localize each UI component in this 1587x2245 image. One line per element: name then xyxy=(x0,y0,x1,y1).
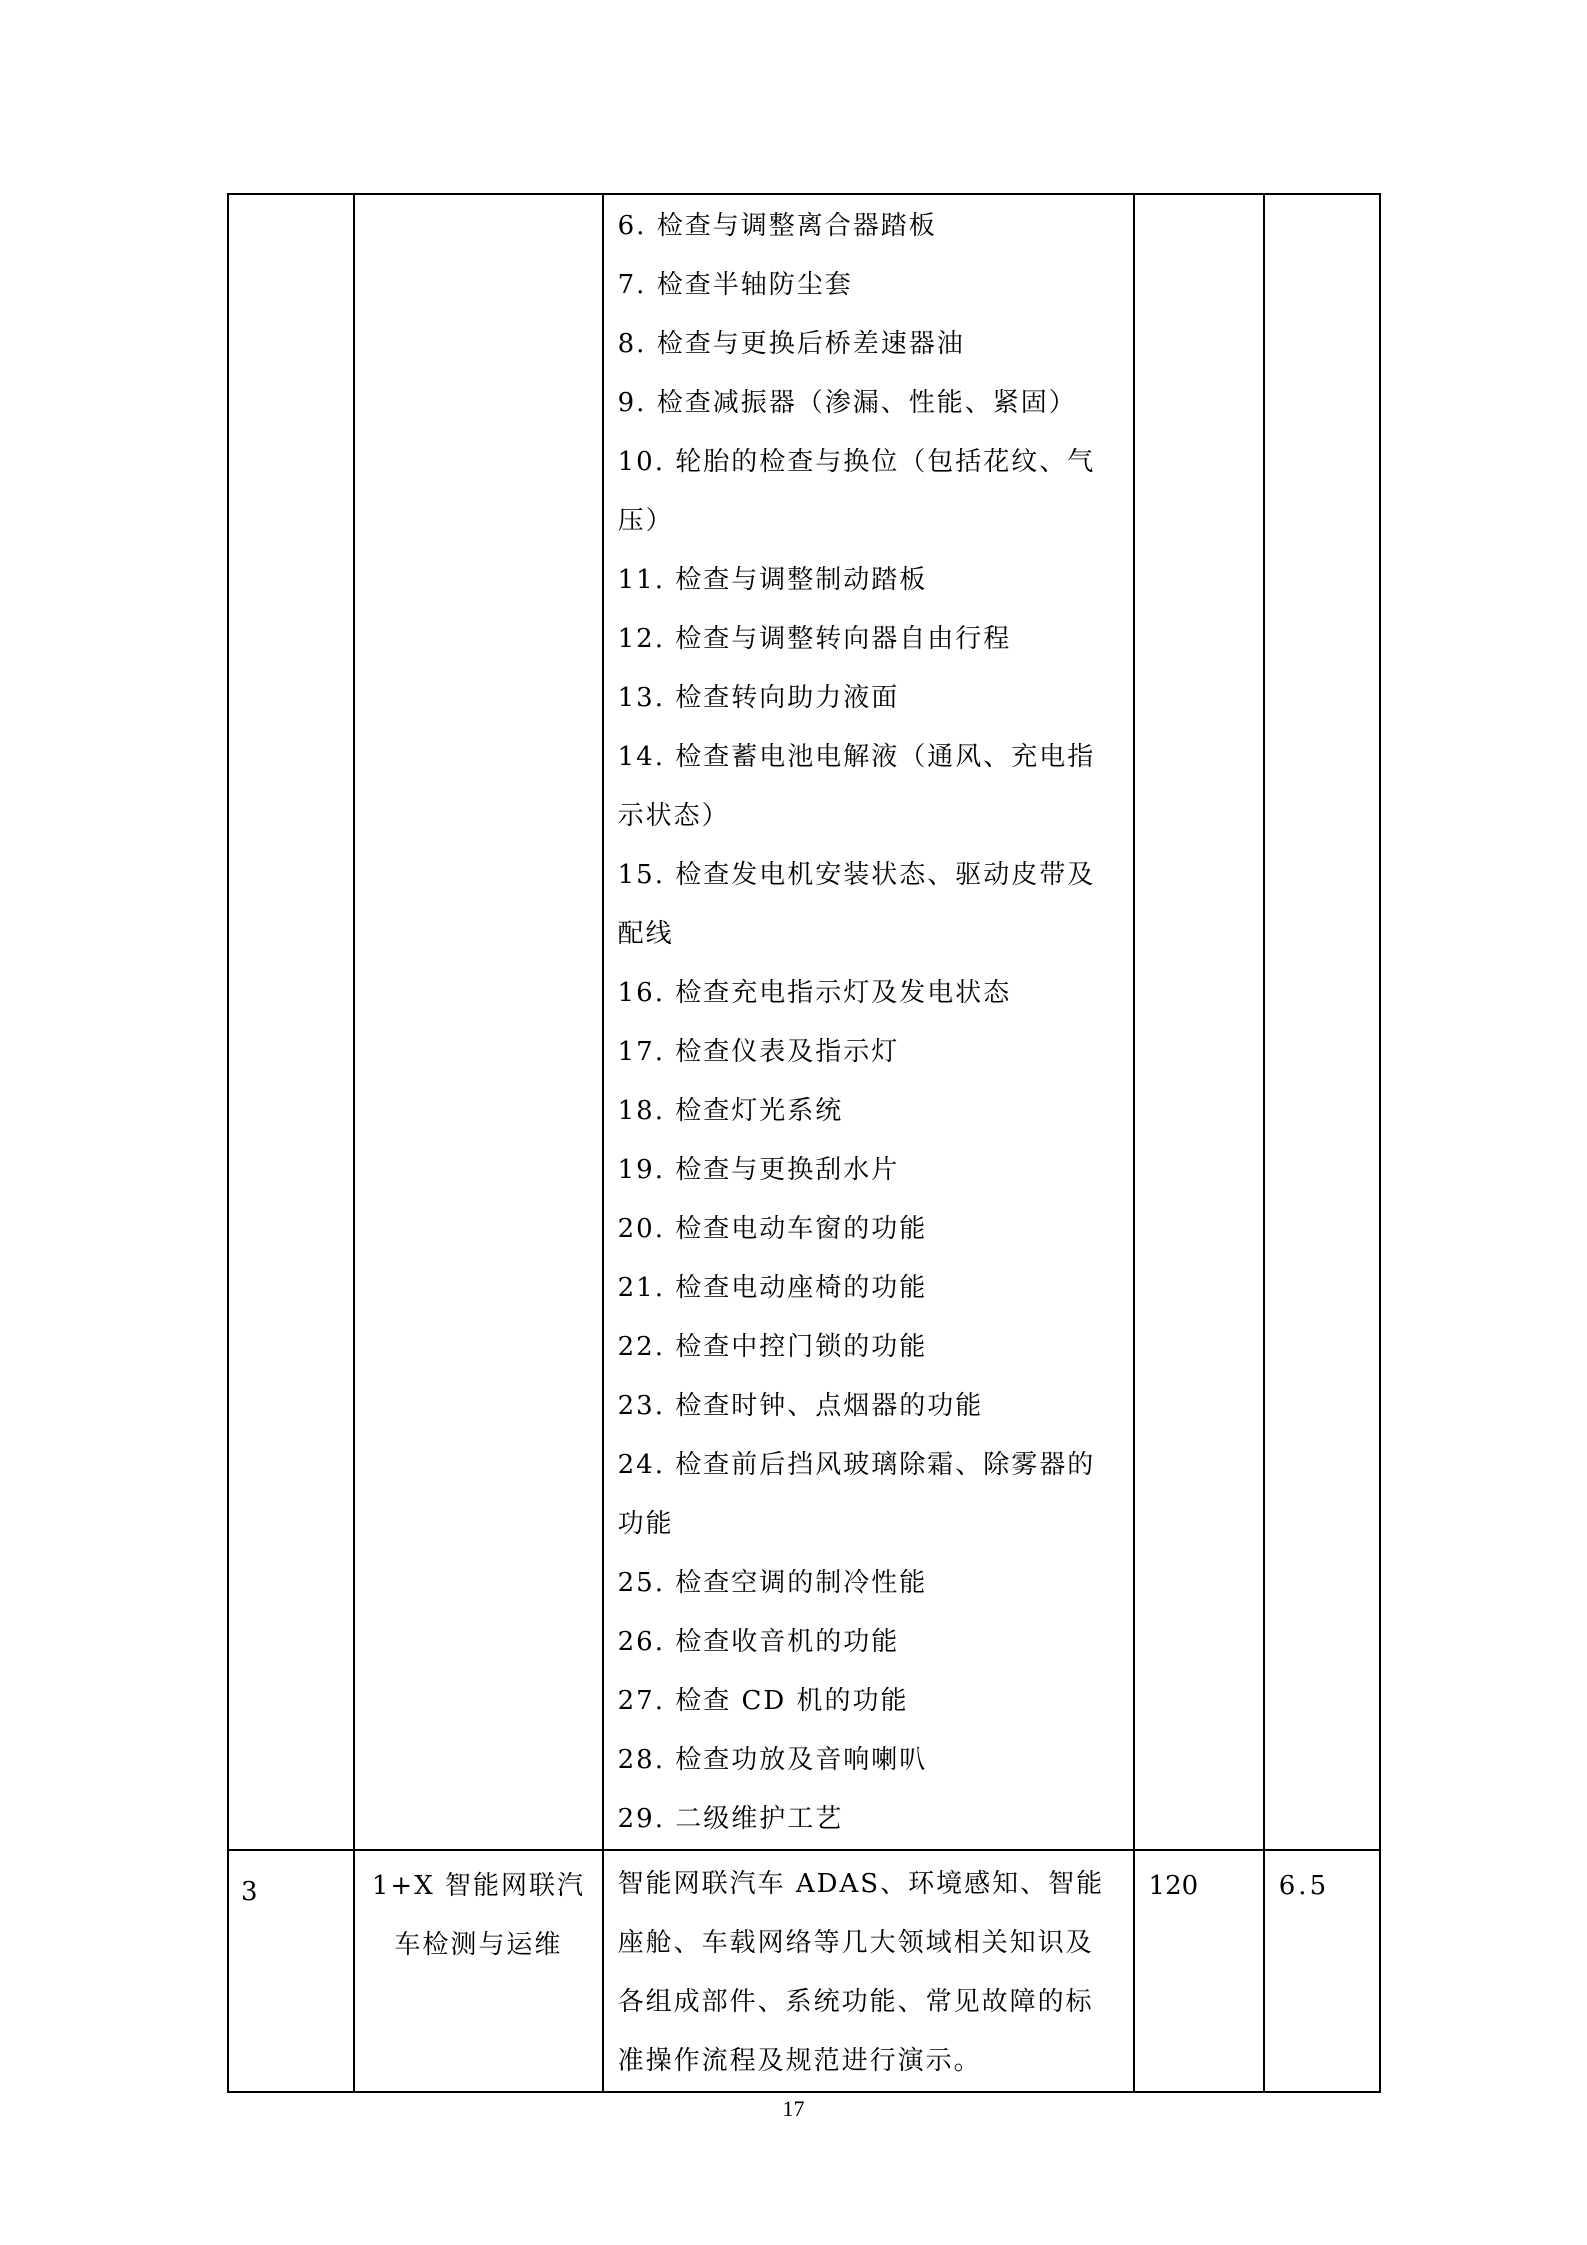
list-item: 10. 轮胎的检查与换位（包括花纹、气压） xyxy=(617,447,1096,536)
credits-cell: 6.5 xyxy=(1264,1850,1380,2092)
list-item: 18. 检查灯光系统 xyxy=(617,1096,844,1126)
course-name-cell xyxy=(354,194,602,1850)
list-item: 28. 检查功放及音响喇叭 xyxy=(617,1745,928,1775)
list-item: 16. 检查充电指示灯及发电状态 xyxy=(617,978,1012,1008)
list-item: 11. 检查与调整制动踏板 xyxy=(617,565,928,595)
list-item: 22. 检查中控门锁的功能 xyxy=(617,1332,928,1362)
list-item: 6. 检查与调整离合器踏板 xyxy=(617,211,937,241)
list-item: 20. 检查电动车窗的功能 xyxy=(617,1214,928,1244)
list-item: 29. 二级维护工艺 xyxy=(617,1804,844,1834)
list-item: 7. 检查半轴防尘套 xyxy=(617,270,853,300)
list-item: 8. 检查与更换后桥差速器油 xyxy=(617,329,965,359)
list-item: 12. 检查与调整转向器自由行程 xyxy=(617,624,1012,654)
list-item: 27. 检查 CD 机的功能 xyxy=(617,1686,909,1716)
hours-cell: 120 xyxy=(1134,1850,1264,2092)
table-row xyxy=(228,1850,1380,2092)
list-item: 25. 检查空调的制冷性能 xyxy=(617,1568,928,1598)
list-item: 14. 检查蓄电池电解液（通风、充电指示状态） xyxy=(617,742,1096,831)
list-item: 19. 检查与更换刮水片 xyxy=(617,1155,900,1185)
content-cell: 智能网联汽车 ADAS、环境感知、智能座舱、车载网络等几大领域相关知识及各组成部件、系统功能、常见故障的标准操作流程及规范进行演示。 xyxy=(603,1850,1134,2092)
list-item: 24. 检查前后挡风玻璃除霜、除雾器的功能 xyxy=(617,1450,1096,1539)
list-item: 21. 检查电动座椅的功能 xyxy=(617,1273,928,1303)
list-item: 26. 检查收音机的功能 xyxy=(617,1627,900,1657)
page-number: 17 xyxy=(782,2096,805,2121)
content-cell xyxy=(603,194,1134,1850)
list-item: 13. 检查转向助力液面 xyxy=(617,683,900,713)
list-item: 17. 检查仪表及指示灯 xyxy=(617,1037,900,1067)
hours-cell xyxy=(1134,194,1264,1850)
course-table xyxy=(227,193,1381,2093)
course-name-cell: 1+X 智能网联汽车检测与运维 xyxy=(354,1850,602,2092)
credits-cell xyxy=(1264,194,1380,1850)
list-item: 9. 检查减振器（渗漏、性能、紧固） xyxy=(617,388,1077,418)
list-item: 23. 检查时钟、点烟器的功能 xyxy=(617,1391,984,1421)
inspection-items-list xyxy=(604,195,1133,1849)
row-number-cell xyxy=(228,194,354,1850)
row-number-cell: 3 xyxy=(228,1850,354,2092)
list-item: 15. 检查发电机安装状态、驱动皮带及配线 xyxy=(617,860,1096,949)
table-row xyxy=(228,194,1380,1850)
